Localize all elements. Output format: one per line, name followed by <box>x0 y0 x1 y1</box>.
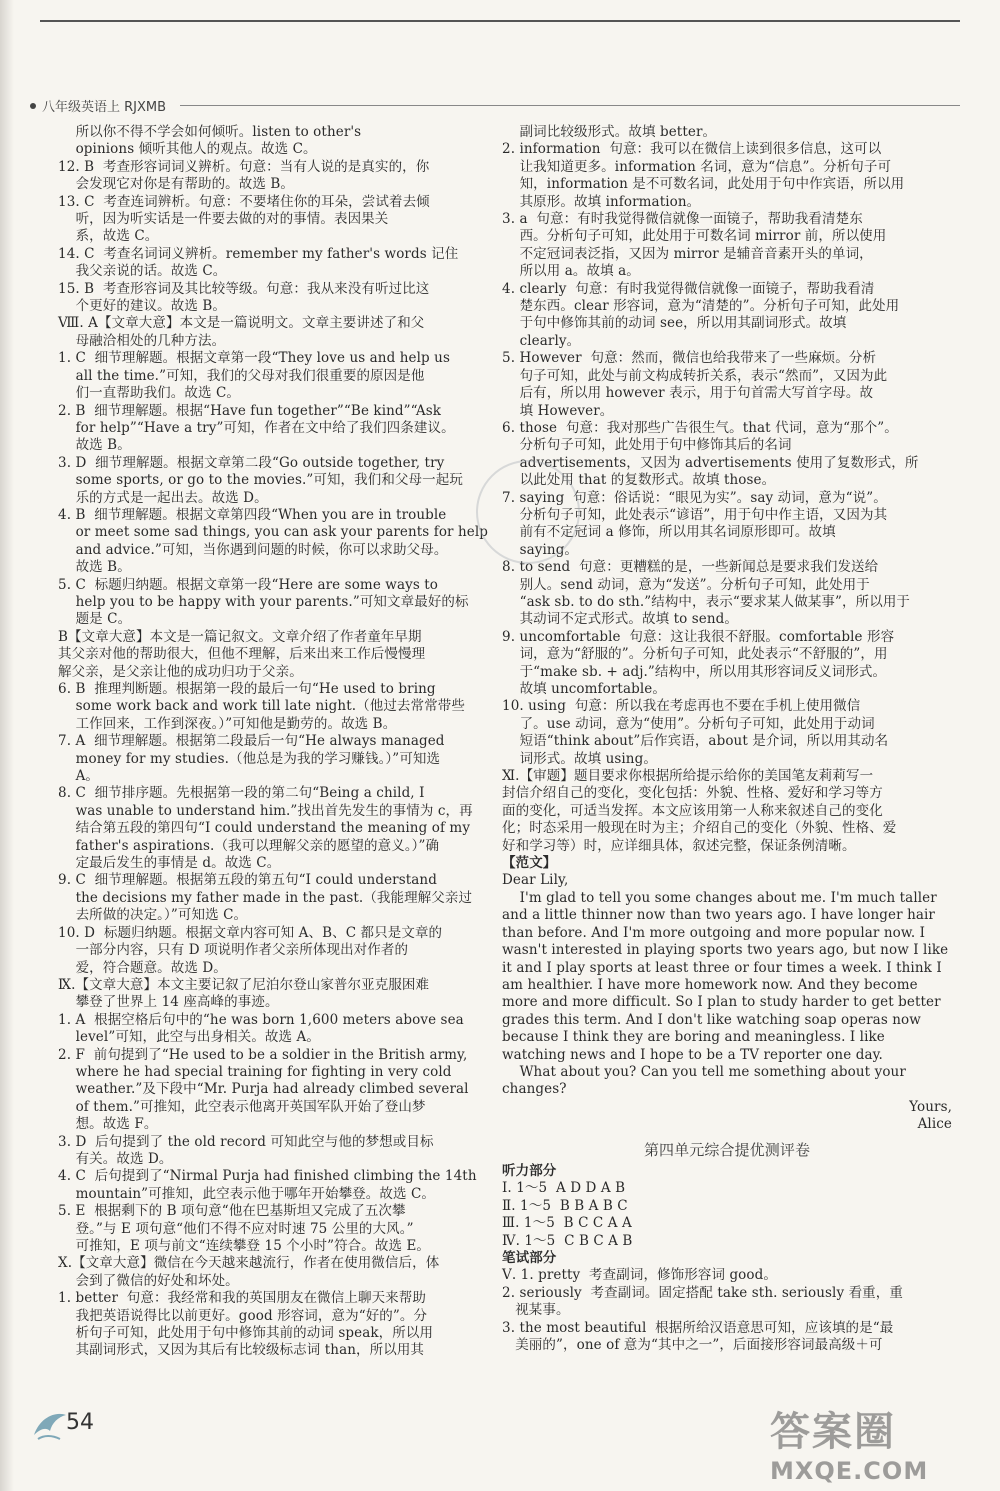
answer-line: the decisions my father made in the past.（我能理解父亲过 <box>58 889 473 906</box>
answer-line: 1. C 细节理解题。根据文章第一段“They love us and help us <box>58 350 450 367</box>
answer-line: 析句子可知，此处用于句中修饰其前的动词 speak，所以用 <box>58 1325 434 1342</box>
answer-line: of them.”可推知，此空表示他离开英国军队开始了登山梦 <box>58 1098 426 1115</box>
answer-line: 听，因为听实话是一件要去做的对的事情。表因果关 <box>58 211 389 228</box>
answer-line: 封信介绍自己的变化，变化包括：外貌、性格、爱好和学习等方 <box>502 785 883 802</box>
answer-line: Ⅸ.【文章大意】本文主要记叙了尼泊尔登山家普尔亚克服困难 <box>58 976 430 993</box>
answer-line: 登。”与 E 项句意“他们不得不应对时速 75 公里的大风。” <box>58 1220 414 1237</box>
answer-line: for help”“Have a try”可知，作者在文中给了我们四条建议。 <box>58 419 455 436</box>
answer-line: 想。故选 F。 <box>58 1116 158 1133</box>
answer-line: 10. D 标题归纳题。根据文章内容可知 A、B、C 都只是文章的 <box>58 924 443 941</box>
answer-line: A。 <box>58 768 100 785</box>
answer-line: 15. B 考查形容词及其比较等级。句意：我从来没有听过比这 <box>58 280 430 297</box>
answer-line: 所以用 a。故填 a。 <box>502 263 640 280</box>
answer-line: 2. B 细节理解题。根据“Have fun together”“Be kind”“Ask <box>58 402 442 419</box>
bullet-icon <box>30 103 36 109</box>
answer-line: 攀登了世界上 14 座高峰的事迹。 <box>58 994 279 1011</box>
answer-line: 西。分析句子可知，此处用于可数名词 mirror 前，所以使用 <box>502 228 887 245</box>
answer-line: level”可知，此空与出身相关。故选 A。 <box>58 1029 320 1046</box>
answer-line: Ⅺ.【审题】题目要求你根据所给提示给你的美国笔友莉莉写一 <box>502 768 874 785</box>
answer-line: 短语“think about”后作宾语，about 是介词，所以用其动名 <box>502 733 889 750</box>
answer-line: some sports, or go to the movies.”可知，我们和父母一起玩 <box>58 472 463 489</box>
answer-line: 5. E 根据剩下的 B 项句意“他在巴基斯坦又完成了五次攀 <box>58 1203 406 1220</box>
answer-line: 们一直帮助我们。故选 C。 <box>58 385 240 402</box>
answer-line: 我父亲说的话。故选 C。 <box>58 263 227 280</box>
answer-line: 故选 B。 <box>58 559 131 576</box>
answer-line: 乐的方式是一起出去。故选 D。 <box>58 489 268 506</box>
answer-line: 填 However。 <box>502 402 614 419</box>
answer-line: 5. C 标题归纳题。根据文章第一段“Here are some ways to <box>58 576 439 593</box>
answer-line: 让我知道更多。information 名词，意为“信息”。分析句子可 <box>502 158 892 175</box>
answer-line: 4. B 细节理解题。根据文章第四段“When you are in trouble <box>58 506 447 523</box>
stamp-mark <box>476 460 580 564</box>
answer-line: 8. to send 句意：更糟糕的是，一些新闻总是要求我们发送给 <box>502 559 879 576</box>
answer-line: 以此处用 that 的复数形式。故填 those。 <box>502 472 776 489</box>
answer-line: some work back and work till late night.（他过去常常带些 <box>58 698 465 715</box>
answer-line: B【文章大意】本文是一篇记叙文。文章介绍了作者童年早期 <box>58 628 422 645</box>
answer-line: 其父亲对他的帮助很大，但他不理解，后来出来工作后慢慢理 <box>58 646 426 663</box>
answer-line: 于句中修饰其前的动词 see，所以用其副词形式。故填 <box>502 315 847 332</box>
answer-line: where he had special training for fighting in very cold <box>58 1063 452 1080</box>
right-column <box>502 124 952 1354</box>
answer-line: 分析句子可知，此处表示“谚语”，用于句中作主语，又因为其 <box>502 506 888 523</box>
writing-answer-line: 视某事。 <box>502 1302 570 1319</box>
answer-line: 去所做的决定。）”可知选 C。 <box>58 907 248 924</box>
answer-line: 4. clearly 句意：有时我觉得微信就像一面镜子，帮助我看清 <box>502 280 875 297</box>
essay-closing: Yours, <box>909 1098 952 1115</box>
page-binding-shadow <box>0 0 14 1491</box>
essay-body: I'm glad to tell you some changes about me. I'm much taller and a little thinner now than two years ago. I have longer hair than before. And I'm more outgoing and more popular now. I wasn't interested in playing sports two years ago, but now I like it and I play sports at least three or four times a week. I think I am healthier. I have more homework now. And they become more and more difficult. So I plan to study harder to get better grades this term. And I don't like watching soap operas now because I think they are boring and meaningless. I like watching news and I hope to be a TV reporter one day. <box>502 889 953 1063</box>
answer-line: 12. B 考查形容词词义辨析。句意：当有人说的是真实的，你 <box>58 158 430 175</box>
answer-line: 1. A 根据空格后句中的“he was born 1,600 meters above sea <box>58 1011 464 1028</box>
answer-line: saying。 <box>502 541 579 558</box>
answer-line: mountain”可推知，此空表示他于哪年开始攀登。故选 C。 <box>58 1185 436 1202</box>
answer-line: 副词比较级形式。故填 better。 <box>502 124 717 140</box>
dolphin-logo-icon <box>30 1405 70 1445</box>
writing-label: 笔试部分 <box>502 1250 557 1266</box>
answer-line: 1. better 句意：我经常和我的英国朋友在微信上聊天来帮助 <box>58 1290 426 1307</box>
essay-closing-paragraph: What about you? Can you tell me something about your changes? <box>502 1063 911 1098</box>
answer-line: 解父亲，是父亲让他的成功归功于父亲。 <box>58 663 303 680</box>
answer-line: 3. D 后句提到了 the old record 可知此空与他的梦想或目标 <box>58 1133 434 1150</box>
listening-answer-line: Ⅳ. 1～5 C B C A B <box>502 1232 633 1249</box>
answer-line: 分析句子可知，此处用于句中修饰其后的名词 <box>502 437 792 454</box>
answer-line: 题是 C。 <box>58 611 132 628</box>
writing-answers <box>502 1267 952 1354</box>
answer-line: 有关。故选 D。 <box>58 1150 173 1167</box>
answer-line: 工作回来，工作到深夜。）”可知他是勤劳的。故选 B。 <box>58 715 397 732</box>
answer-line: 3. D 细节理解题。根据文章第二段“Go outside together, try <box>58 454 445 471</box>
answer-line: Ⅷ. A【文章大意】本文是一篇说明文。文章主要讲述了和父 <box>58 315 425 332</box>
answer-line: 面的变化，可适当发挥。本文应该用第一人称来叙述自己的变化 <box>502 802 883 819</box>
writing-answer-line: 3. the most beautiful 根据所给汉语意思可知，应该填的是“最 <box>502 1319 894 1336</box>
answer-line: 定最后发生的事情是 d。故选 C。 <box>58 855 281 872</box>
answer-line: 9. uncomfortable 句意：这让我很不舒服。comfortable 形容 <box>502 628 895 645</box>
answer-line: 母融洽相处的几种方法。 <box>58 332 226 349</box>
watermark <box>770 1400 980 1484</box>
answer-line: 后有，所以用 however 表示，用于句首需大写首字母。故 <box>502 385 874 402</box>
answer-line: 2. F 前句提到了“He used to be a soldier in the British army, <box>58 1046 468 1063</box>
answer-line: 其动词不定式形式。故填 to send。 <box>502 611 738 628</box>
writing-answer-line: 2. seriously 考查副词。固定搭配 take sth. seriously 看重，重 <box>502 1284 903 1301</box>
answer-line: advertisements，又因为 advertisements 使用了复数形式，所 <box>502 454 919 471</box>
listening-answer-line: Ⅰ. 1～5 A D D A B <box>502 1180 626 1197</box>
answer-line: 化；时态采用一般现在时为主；介绍自己的变化（外貌、性格、爱 <box>502 820 897 837</box>
answer-line: 词，意为“舒服的”。分析句子可知，此处表示“不舒服的”，用 <box>502 646 888 663</box>
answer-line: 6. B 推理判断题。根据第一段的最后一句“He used to bring <box>58 681 436 697</box>
answer-line: 13. C 考查连词辨析。句意：不要堵住你的耳朵，尝试着去倾 <box>58 193 430 210</box>
answer-line: all the time.”可知，我们的父母对我们很重要的原因是他 <box>58 367 425 384</box>
answer-line: 知，information 是不可数名词，此处用于句中作宾语，所以用 <box>502 176 905 193</box>
essay-greeting: Dear Lily, <box>502 872 569 889</box>
answer-line: 10. using 句意：所以我在考虑再也不要在手机上使用微信 <box>502 698 861 715</box>
writing-answer-line: 美丽的”，one of 意为“其中之一”，后面接形容词最高级＋可 <box>502 1337 883 1354</box>
answer-line: 好和学习等）时，应详细具体，叙述完整，保证条例清晰。 <box>502 837 856 854</box>
listening-answer-line: Ⅱ. 1～5 B B A B C <box>502 1197 628 1214</box>
answer-line: 会到了微信的好处和坏处。 <box>58 1272 239 1289</box>
answer-line: 其副词形式，又因为其后有比较级标志词 than，所以用其 <box>58 1342 425 1359</box>
answer-line: 我把英语说得比以前更好。good 形容词，意为“好的”。分 <box>58 1307 428 1324</box>
answer-line: 5. However 句意：然而，微信也给我带来了一些麻烦。分析 <box>502 350 877 367</box>
answer-line: 其原形。故填 information。 <box>502 193 701 210</box>
answer-line: 7. A 细节理解题。根据第二段最后一句“He always managed <box>58 733 445 750</box>
essay <box>502 855 952 1134</box>
left-column <box>58 124 490 1360</box>
listening-answers <box>502 1180 952 1250</box>
answer-line: 于“make sb. + adj.”结构中，所以用其形容词反义词形式。 <box>502 663 887 680</box>
answer-line: 7. saying 句意：俗话说：“眼见为实”。say 动词，意为“说”。 <box>502 489 887 506</box>
answer-line: father's aspirations.（我可以理解父亲的愿望的意义。）”确 <box>58 837 440 854</box>
answer-line: 6. those 句意：我对那些广告很生气。that 代词，意为“那个”。 <box>502 419 898 436</box>
answer-line: clearly。 <box>502 332 581 349</box>
answer-line: help you to be happy with your parents.”可知文章最好的标 <box>58 593 469 610</box>
answer-line: 4. C 后句提到了“Nirmal Purja had finished climbing the 14th <box>58 1168 477 1185</box>
essay-signature: Alice <box>917 1116 952 1133</box>
answer-line: 句子可知，此处与前文构成转折关系，表示“然而”，又因为此 <box>502 367 888 384</box>
book-title: 八年级英语上 RJXMB <box>42 100 167 115</box>
answer-line: was unable to understand him.”找出首先发生的事情为 c，再 <box>58 802 473 819</box>
page-number: 54 <box>66 1410 94 1435</box>
essay-label: 【范文】 <box>502 855 557 872</box>
answer-line: 结合第五段的第四句“I could understand the meaning of my <box>58 820 471 837</box>
answer-line: 2. information 句意：我可以在微信上读到很多信息，这可以 <box>502 141 882 158</box>
listening-label: 听力部分 <box>502 1162 557 1179</box>
running-header <box>30 96 960 115</box>
answer-line: 前有不定冠词 a 修饰，所以用其名词原形即可。故填 <box>502 524 836 541</box>
answer-line: 3. a 句意：有时我觉得微信就像一面镜子，帮助我看清楚东 <box>502 211 863 228</box>
writing-answer-line: Ⅴ. 1. pretty 考查副词，修饰形容词 good。 <box>502 1267 777 1284</box>
answer-line: 系，故选 C。 <box>58 228 159 245</box>
answer-line: 词形式。故填 using。 <box>502 750 657 767</box>
answer-line: Ⅹ.【文章大意】微信在今天越来越流行，作者在使用微信后，体 <box>58 1255 440 1272</box>
answer-line: 楚东西。clear 形容词，意为“清楚的”。分析句子可知，此处用 <box>502 298 900 315</box>
answer-line: 故选 B。 <box>58 437 131 454</box>
answer-line: 一部分内容，只有 D 项说明作者父亲所体现出对作者的 <box>58 942 409 959</box>
listening-answer-line: Ⅲ. 1～5 B C C A A <box>502 1215 632 1232</box>
answer-line: 所以你不得不学会如何倾听。listen to other's <box>58 124 362 140</box>
answer-line: 别人。send 动词，意为“发送”。分析句子可知，此处用于 <box>502 576 870 593</box>
answer-line: 会发现它对你是有帮助的。故选 B。 <box>58 176 294 193</box>
header-divider <box>180 105 960 106</box>
answer-line: and advice.”可知，当你遇到问题的时候，你可以求助父母。 <box>58 541 448 558</box>
answer-line: 8. C 细节排序题。先根据第一段的第二句“Being a child, I <box>58 785 425 802</box>
answer-line: 故填 uncomfortable。 <box>502 681 666 697</box>
answer-line: 14. C 考查名词词义辨析。remember my father's words 记住 <box>58 245 459 262</box>
watermark-logo-text: 答案圈 <box>770 1409 896 1455</box>
answer-line: 可推知，E 项与前文“连续攀登 15 个小时”符合。故选 E。 <box>58 1238 431 1254</box>
answer-line: 不定冠词表泛指，又因为 mirror 是辅音音素开头的单词， <box>502 245 873 262</box>
answer-line: 9. C 细节理解题。根据第五段的第五句“I could understand <box>58 872 437 889</box>
answer-line: 了。use 动词，意为“使用”。分析句子可知，此处用于动词 <box>502 715 875 732</box>
answer-line: money for my studies.（他总是为我的学习赚钱。）”可知选 <box>58 750 441 767</box>
answer-line: opinions 倾听其他人的观点。故选 C。 <box>58 141 317 158</box>
answer-line: “ask sb. to do sth.”结构中，表示“要求某人做某事”，所以用于 <box>502 593 911 610</box>
answer-line: 爱，符合题意。故选 D。 <box>58 959 227 976</box>
watermark-url: MXQE.COM <box>770 1457 929 1485</box>
answer-line: or meet some sad things, you can ask your parents for help <box>58 524 489 541</box>
unit-test-title: 第四单元综合提优测评卷 <box>643 1140 811 1159</box>
answer-line: weather.”及下段中“Mr. Purja had already climbed several <box>58 1081 469 1098</box>
top-rule <box>40 20 960 22</box>
answer-line: 个更好的建议。故选 B。 <box>58 298 226 315</box>
